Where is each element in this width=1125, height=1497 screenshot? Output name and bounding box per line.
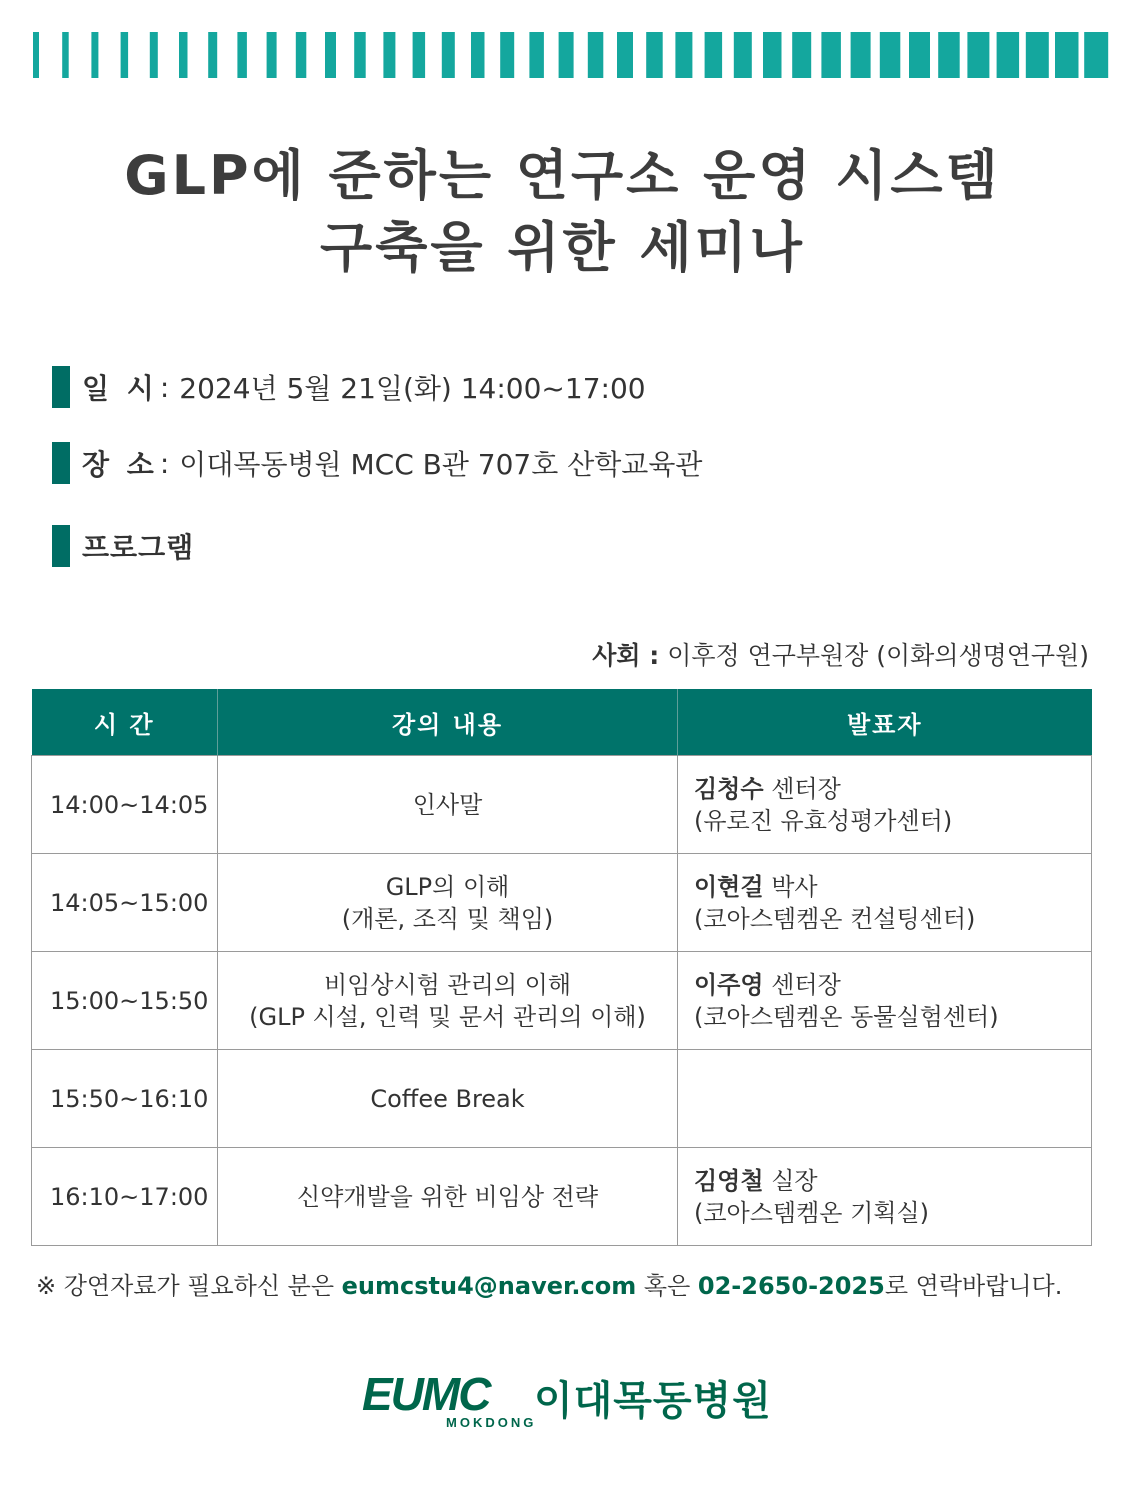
stripe xyxy=(121,32,129,78)
cell-speaker xyxy=(678,1148,1092,1246)
contact-email: eumcstu4@naver.com xyxy=(341,1272,637,1300)
cell-topic xyxy=(218,854,678,952)
cell-time: 14:05~15:00 xyxy=(32,854,218,952)
speaker-name: 이주영 xyxy=(694,970,764,999)
speaker-name: 이현걸 xyxy=(694,872,764,901)
cell-topic xyxy=(218,1050,678,1148)
speaker-title: 박사 xyxy=(771,872,818,901)
speaker-org: (코아스템켐온 기획실) xyxy=(694,1198,930,1227)
table-row xyxy=(32,1148,1092,1246)
logo-mark: EUMC xyxy=(362,1368,490,1420)
title-line-1: GLP에 준하는 연구소 운영 시스템 xyxy=(124,144,1001,207)
stripe xyxy=(296,32,307,78)
stripe xyxy=(237,32,247,78)
place-colon: : xyxy=(159,446,170,480)
speaker-title: 센터장 xyxy=(771,970,841,999)
cell-time: 14:00~14:05 xyxy=(32,756,218,854)
stripe xyxy=(442,32,455,78)
stripe xyxy=(821,32,841,78)
note-prefix: ※ 강연자료가 필요하신 분은 xyxy=(36,1272,342,1300)
stripe xyxy=(588,32,604,78)
bullet-bar xyxy=(52,525,70,567)
contact-note xyxy=(36,1266,1062,1301)
topic-line: 비임상시험 관리의 이해 xyxy=(323,970,572,999)
date-colon: : xyxy=(159,370,170,404)
page-title xyxy=(0,140,1125,284)
stripe xyxy=(1055,32,1079,78)
speaker-title: 센터장 xyxy=(771,774,841,803)
stripe xyxy=(559,32,574,78)
speaker-org: (유로진 유효성평가센터) xyxy=(694,806,953,835)
cell-topic xyxy=(218,756,678,854)
cell-speaker xyxy=(678,1050,1092,1148)
bullet-bar xyxy=(52,366,70,408)
stripe xyxy=(62,32,68,78)
info-place xyxy=(52,442,702,484)
place-value: 이대목동병원 MCC B관 707호 산학교육관 xyxy=(179,448,703,481)
place-label: 장 소 xyxy=(82,448,158,481)
header-topic: 강의 내용 xyxy=(218,689,678,756)
note-middle: 혹은 xyxy=(636,1272,698,1300)
date-label: 일 시 xyxy=(82,372,158,405)
stripe xyxy=(1084,32,1108,78)
speaker-name: 김청수 xyxy=(694,774,764,803)
table-row xyxy=(32,854,1092,952)
speaker-org: (코아스템켐온 동물실험센터) xyxy=(694,1002,999,1031)
table-header-row xyxy=(32,689,1092,756)
contact-phone: 02-2650-2025 xyxy=(697,1272,885,1300)
stripe xyxy=(851,32,871,78)
date-value: 2024년 5월 21일(화) 14:00~17:00 xyxy=(179,372,646,405)
table-row xyxy=(32,1050,1092,1148)
eumc-logo xyxy=(362,1367,782,1437)
info-date xyxy=(52,366,646,408)
cell-topic xyxy=(218,952,678,1050)
stripe xyxy=(880,32,901,78)
stripe xyxy=(763,32,782,78)
table-row xyxy=(32,756,1092,854)
stripe-band xyxy=(0,0,1125,90)
stripe xyxy=(179,32,188,78)
cell-speaker xyxy=(678,756,1092,854)
header-speaker: 발표자 xyxy=(678,689,1092,756)
table-row xyxy=(32,952,1092,1050)
cell-time: 15:00~15:50 xyxy=(32,952,218,1050)
stripe xyxy=(413,32,426,78)
cell-topic xyxy=(218,1148,678,1246)
mc-label: 사회 : xyxy=(592,641,660,670)
topic-line: 인사말 xyxy=(412,790,483,819)
info-program xyxy=(52,525,194,567)
topic-line: 신약개발을 위한 비임상 전략 xyxy=(296,1182,599,1211)
stripe xyxy=(997,32,1020,78)
stripe xyxy=(646,32,663,78)
mc-value: 이후정 연구부원장 (이화의생명연구원) xyxy=(667,641,1089,670)
logo-sub: MOKDONG xyxy=(446,1415,537,1430)
stripe xyxy=(33,32,39,78)
stripe xyxy=(354,32,366,78)
topic-line: GLP의 이해 xyxy=(385,872,510,901)
stripe xyxy=(617,32,633,78)
stripe xyxy=(150,32,158,78)
logo-name: 이대목동병원 xyxy=(534,1378,772,1424)
note-suffix: 로 연락바랍니다. xyxy=(884,1272,1063,1300)
stripe xyxy=(938,32,960,78)
speaker-title: 실장 xyxy=(771,1166,818,1195)
stripe xyxy=(909,32,930,78)
stripe xyxy=(529,32,544,78)
table-body xyxy=(32,756,1092,1246)
topic-line: (개론, 조직 및 책임) xyxy=(341,904,554,933)
cell-speaker xyxy=(678,952,1092,1050)
stripe xyxy=(325,32,336,78)
stripe xyxy=(471,32,485,78)
stripe xyxy=(967,32,989,78)
program-label: 프로그램 xyxy=(82,531,195,564)
mc-line xyxy=(592,636,1089,672)
stripe xyxy=(675,32,692,78)
speaker-name: 김영철 xyxy=(694,1166,764,1195)
bullet-bar xyxy=(52,442,70,484)
title-line-2: 구축을 위한 세미나 xyxy=(320,216,805,279)
speaker-org: (코아스템켐온 컨설팅센터) xyxy=(694,904,976,933)
cell-time: 16:10~17:00 xyxy=(32,1148,218,1246)
stripe xyxy=(500,32,514,78)
header-time: 시 간 xyxy=(32,689,218,756)
stripe xyxy=(383,32,395,78)
stripe xyxy=(1026,32,1049,78)
program-table xyxy=(31,689,1092,1246)
topic-line: (GLP 시설, 인력 및 문서 관리의 이해) xyxy=(249,1002,646,1031)
stripe xyxy=(208,32,217,78)
stripe xyxy=(705,32,723,78)
topic-line: Coffee Break xyxy=(370,1084,525,1113)
stripe xyxy=(792,32,811,78)
cell-speaker xyxy=(678,854,1092,952)
stripe xyxy=(267,32,277,78)
stripe xyxy=(91,32,98,78)
stripe xyxy=(734,32,752,78)
cell-time: 15:50~16:10 xyxy=(32,1050,218,1148)
